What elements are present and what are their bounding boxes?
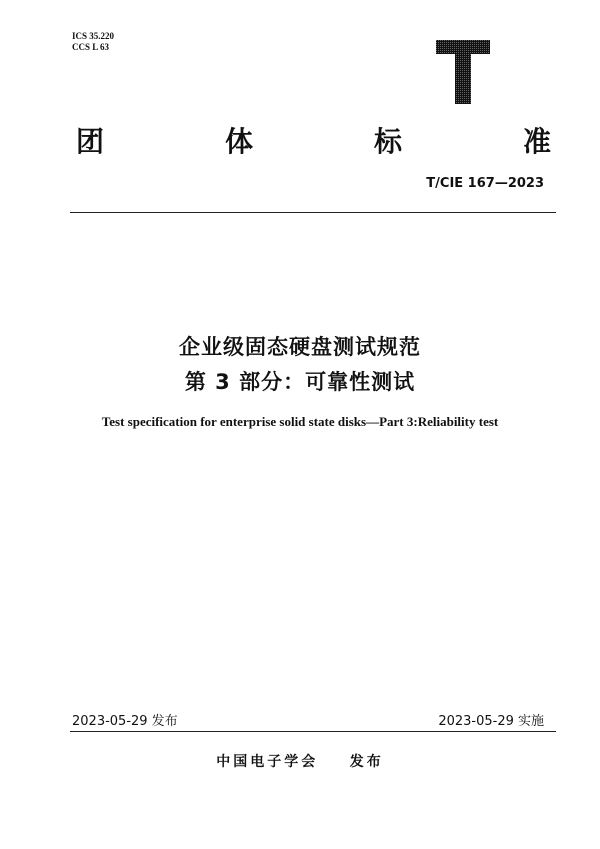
publish-date: 2023-05-29 发布 xyxy=(72,714,178,729)
doc-type-char: 体 xyxy=(224,125,253,158)
classification-codes xyxy=(72,31,114,53)
standard-logo-t xyxy=(436,40,490,104)
effective-date: 2023-05-29 实施 xyxy=(438,714,544,729)
title-zh-line2: 第 3 部分：可靠性测试 xyxy=(184,370,416,394)
ics-code: ICS 35.220 xyxy=(72,31,115,41)
ccs-code: CCS L 63 xyxy=(72,42,110,52)
doc-type-char: 团 xyxy=(76,125,105,158)
doc-type-char: 准 xyxy=(522,125,551,158)
document-type xyxy=(76,120,551,160)
issuer: 中国电子学会 发布 xyxy=(216,754,384,770)
title-zh-line1: 企业级固态硬盘测试规范 xyxy=(179,335,421,359)
doc-type-char: 标 xyxy=(373,125,402,158)
bottom-divider xyxy=(70,731,556,732)
title-en: Test specification for enterprise solid state disks—Part 3:Reliability test xyxy=(101,414,499,429)
top-divider xyxy=(70,212,556,213)
document-code: T/CIE 167—2023 xyxy=(426,176,544,191)
